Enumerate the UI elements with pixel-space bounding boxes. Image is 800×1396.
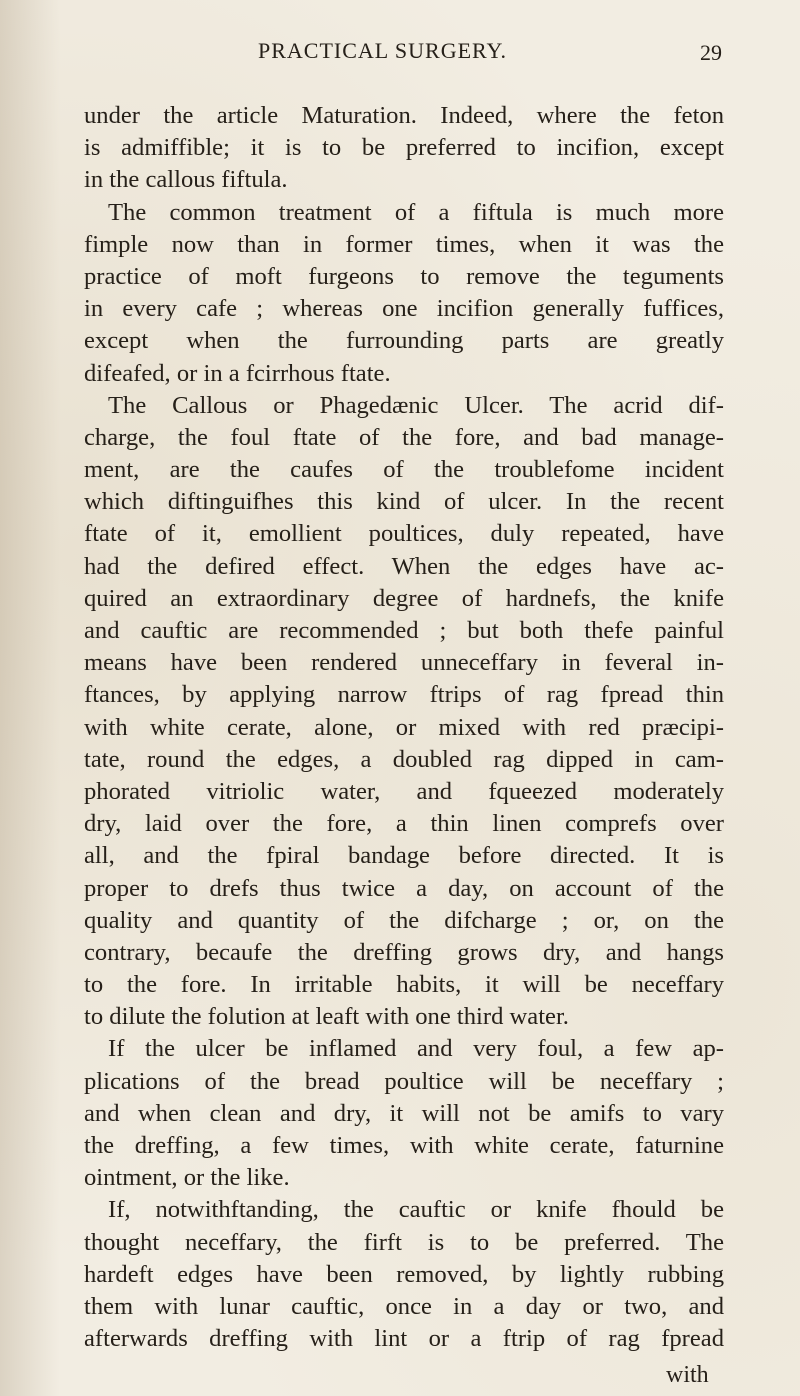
text-line: and cauftic are recommended ; but both thefe painful xyxy=(84,617,724,644)
running-head: PRACTICAL SURGERY. xyxy=(258,38,508,63)
text-line: proper to drefs thus twice a day, on account of the xyxy=(84,874,724,902)
text-line: all, and the fpiral bandage before directed. It is xyxy=(84,842,724,870)
text-line: means have been rendered unneceffary in feveral in- xyxy=(84,649,724,677)
text-line: charge, the foul ftate of the fore, and bad manage- xyxy=(84,423,724,451)
text-line: had the defired effect. When the edges have ac- xyxy=(84,552,724,580)
text-line: thought neceffary, the firft is to be preferred. The xyxy=(84,1228,724,1256)
text-line: them with lunar cauftic, once in a day or two, and xyxy=(84,1292,724,1320)
text-line: quality and quantity of the difcharge ; or, on the xyxy=(84,906,724,934)
text-line: quired an extraordinary degree of hardnefs, the knife xyxy=(84,584,724,612)
text-line: in the callous fiftula. xyxy=(84,166,288,194)
body-text xyxy=(84,100,724,1355)
text-line: practice of moft furgeons to remove the teguments xyxy=(84,262,724,290)
text-line: hardeft edges have been removed, by lightly rubbing xyxy=(84,1260,724,1288)
text-line: the dreffing, a few times, with white cerate, faturnine xyxy=(84,1132,724,1159)
text-line: The common treatment of a fiftula is much more xyxy=(108,198,724,226)
text-line: dry, laid over the fore, a thin linen comprefs over xyxy=(84,810,724,838)
text-line: difeafed, or in a fcirrhous ftate. xyxy=(84,359,391,387)
text-line: contrary, becaufe the dreffing grows dry, and hangs xyxy=(84,938,724,966)
text-line: ment, are the caufes of the troublefome incident xyxy=(84,456,724,484)
text-line: except when the furrounding parts are greatly xyxy=(84,327,724,355)
text-line: to dilute the folution at leaft with one third water. xyxy=(84,1003,569,1031)
text-line: plications of the bread poultice will be neceffary ; xyxy=(84,1067,724,1095)
text-line: under the article Maturation. Indeed, where the feton xyxy=(84,102,724,129)
page-number: 29 xyxy=(700,40,722,65)
text-line: phorated vitriolic water, and fqueezed moderately xyxy=(84,777,724,805)
text-line: If the ulcer be inflamed and very foul, a few ap- xyxy=(108,1035,724,1063)
catchword: with xyxy=(666,1362,709,1388)
text-line: fimple now than in former times, when it was the xyxy=(84,230,724,258)
section-heading-line: The Callous or Phagedænic Ulcer. The acrid dif- xyxy=(108,391,724,419)
text-line: ointment, or the like. xyxy=(84,1164,290,1192)
text-line: with white cerate, alone, or mixed with red præcipi- xyxy=(84,713,724,741)
text-line: is admiffible; it is to be preferred to incifion, except xyxy=(84,134,724,162)
text-line: ftances, by applying narrow ftrips of rag fpread thin xyxy=(84,681,724,709)
text-line: and when clean and dry, it will not be amifs to vary xyxy=(84,1099,724,1127)
text-line: in every cafe ; whereas one incifion generally fuffices, xyxy=(84,295,724,323)
text-line: ftate of it, emollient poultices, duly repeated, have xyxy=(84,520,724,548)
text-line: tate, round the edges, a doubled rag dipped in cam- xyxy=(84,745,724,773)
text-line: afterwards dreffing with lint or a ftrip of rag fpread xyxy=(84,1325,724,1353)
text-line: which diftinguifhes this kind of ulcer. In the recent xyxy=(84,488,724,516)
text-line: to the fore. In irritable habits, it will be neceffary xyxy=(84,971,724,999)
gutter-shadow xyxy=(0,0,60,1396)
text-line: If, notwithftanding, the cauftic or knife fhould be xyxy=(108,1196,724,1224)
